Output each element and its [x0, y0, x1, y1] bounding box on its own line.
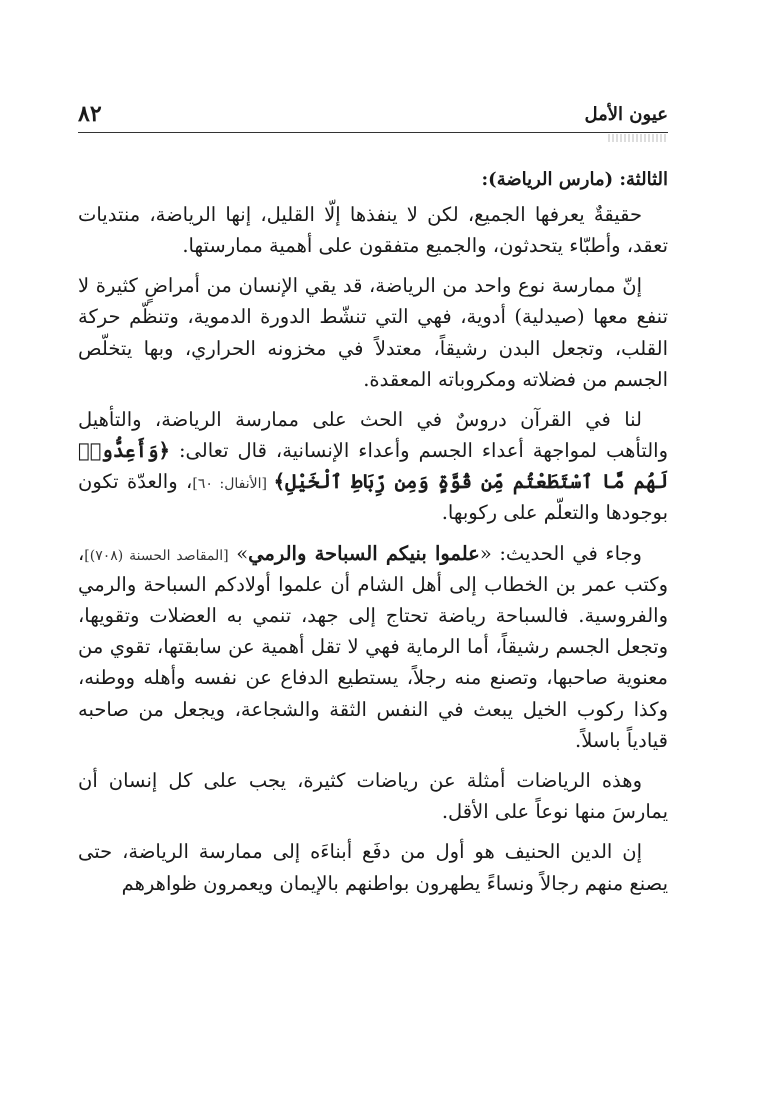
hadith-quote: علموا بنيكم السباحة والرمي	[248, 541, 480, 565]
hadith-quote-close: »	[228, 541, 249, 565]
paragraph-5: وهذه الرياضات أمثلة عن رياضات كثيرة، يجب على كل إنسان أن يمارسَ منها نوعاً على الأقل.	[78, 768, 668, 824]
header-divider	[78, 132, 668, 133]
paragraph-4	[78, 538, 668, 756]
paragraph-4-continuation: ، وكتب عمر بن الخطاب إلى أهل الشام أن علموا أولادكم السباحة والرمي والفروسية. فالسباحة رياضة تحتاج إلى جهد، تنمي به العضلات وتقويها، وتجعل الجسم رشيقاً، أما الرماية فهي لا تقل أهمية عن سابقتها، تقوي من معنوية صاحبها، وتصنع منه رجلاً، يستطيع الدفاع عن نفسه وأهله ووطنه، وكذا ركوب الخيل يبعث في النفس الثقة والشجاعة، ويجعل من صاحبه قيادياً باسلاً.	[78, 541, 668, 752]
running-header	[78, 96, 668, 132]
book-title: عيون الأمل	[584, 103, 668, 125]
paragraph-2: إنّ ممارسة نوع واحد من الرياضة، قد يقي الإنسان من أمراضٍ كثيرة لا تنفع معها (صيدلية) أدوية، فهي التي تنشّط الدورة الدموية، وتنظّم حركة القلب، وتجعل البدن رشيقاً، معتدلاً في مخزونه الحراري، وبها يتخلّص الجسم من فضلاته ومكروباته المعقدة.	[78, 274, 668, 391]
paragraph-1: حقيقةٌ يعرفها الجميع، لكن لا ينفذها إلّا القليل، إنها الرياضة، منتديات تعقد، وأطبّاء يتحدثون، والجميع متفقون على أهمية ممارستها.	[78, 202, 668, 257]
header-ornament	[608, 134, 668, 142]
paragraph-3-continuation: ، والعدّة تكون بوجودها والتعلّم على ركوبها.	[78, 470, 668, 525]
verse-citation: [الأنفال: ٦٠]	[192, 476, 274, 493]
section-heading: الثالثة: (مارس الرياضة):	[481, 169, 668, 190]
paragraph-3-text: لنا في القرآن دروسٌ في الحث على ممارسة الرياضة، والتأهيل والتأهب لمواجهة أعداء الجسم وأعداء الإنسانية، قال تعالى:	[78, 407, 668, 463]
page-number: ٨٢	[78, 101, 102, 127]
hadith-citation: [المقاصد الحسنة (٧٠٨)]	[84, 547, 229, 564]
paragraph-6: إن الدين الحنيف هو أول من دفَع أبناءَه إلى ممارسة الرياضة، حتى يصنع منهم رجالاً ونساءً يطهرون بواطنهم بالإيمان ويعمرون ظواهرهم	[78, 840, 668, 895]
paragraph-4-lead: وجاء في الحديث: «	[479, 541, 642, 565]
paragraph-3	[78, 404, 668, 529]
quran-verse: ﴿وَأَعِدُّوا۟ لَهُم مَّا ٱسْتَطَعْتُم مِّن قُوَّةٍ وَمِن رِّبَاطِ ٱلْخَيْلِ﴾	[78, 439, 668, 494]
body-text	[78, 166, 668, 908]
